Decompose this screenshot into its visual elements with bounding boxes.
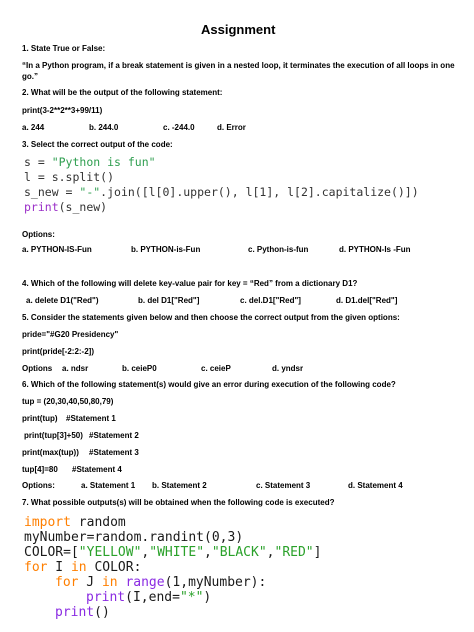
- question-6-line5-comment: #Statement 4: [72, 465, 122, 474]
- question-3-option-c: c. Python-is-fun: [248, 245, 309, 254]
- page-title: Assignment: [201, 22, 276, 37]
- code-line: print(): [55, 605, 110, 620]
- question-5-option-a: a. ndsr: [62, 364, 89, 373]
- question-6-option-a: a. Statement 1: [81, 481, 136, 490]
- question-6-line1-code: tup = (20,30,40,50,80,79): [22, 397, 114, 406]
- question-4-option-c: c. del.D1["Red"]: [240, 296, 301, 305]
- question-4-option-b: b. del D1["Red"]: [138, 296, 200, 305]
- question-6-option-b: b. Statement 2: [152, 481, 207, 490]
- question-6-options-label: Options:: [22, 481, 55, 490]
- question-3-code-block: [24, 155, 419, 215]
- code-line: for I in COLOR:: [24, 560, 142, 575]
- question-5-option-c: c. ceieP: [201, 364, 231, 373]
- question-4-option-d: d. D1.del["Red"]: [336, 296, 398, 305]
- code-line: for J in range(1,myNumber):: [55, 575, 267, 590]
- code-line: import random: [24, 515, 126, 530]
- question-5-heading: 5. Consider the statements given below and then choose the correct output from the given options:: [22, 313, 400, 322]
- question-6-heading: 6. Which of the following statement(s) would give an error during execution of the following code?: [22, 380, 396, 389]
- question-6-line3-code: print(tup[3]+50): [24, 431, 83, 440]
- question-6-option-d: d. Statement 4: [348, 481, 403, 490]
- question-1-text-line2: go.”: [22, 72, 38, 81]
- code-line: print(I,end="*"): [86, 590, 212, 605]
- question-2-option-d: d. Error: [217, 123, 246, 132]
- question-4-option-a: a. delete D1("Red"): [26, 296, 99, 305]
- question-6-option-c: c. Statement 3: [256, 481, 311, 490]
- question-5-line2: print(pride[-2:2:-2]): [22, 347, 94, 356]
- question-6-line4-code: print(max(tup)): [22, 448, 79, 457]
- question-3-option-d: d. PYTHON-Is -Fun: [339, 245, 411, 254]
- question-2-option-c: c. -244.0: [163, 123, 195, 132]
- code-line: l = s.split(): [24, 170, 115, 184]
- code-line: COLOR=["YELLOW","WHITE","BLACK","RED"]: [24, 545, 322, 560]
- question-2-option-b: b. 244.0: [89, 123, 119, 132]
- code-line: myNumber=random.randint(0,3): [24, 530, 244, 545]
- question-5-option-d: d. yndsr: [272, 364, 304, 373]
- question-2-option-a: a. 244: [22, 123, 45, 132]
- question-6-line2-comment: #Statement 1: [66, 414, 116, 423]
- question-2-heading: 2. What will be the output of the following statement:: [22, 88, 223, 97]
- question-5-line1: pride="#G20 Presidency": [22, 330, 119, 339]
- question-7-code-block: [24, 515, 321, 620]
- question-3-option-a: a. PYTHON-IS-Fun: [22, 245, 92, 254]
- question-5-option-b: b. ceieP0: [122, 364, 157, 373]
- question-6-line4-comment: #Statement 3: [89, 448, 139, 457]
- question-4-heading: 4. Which of the following will delete key-value pair for key = “Red” from a dictionary D1?: [22, 279, 358, 288]
- question-1-heading: 1. State True or False:: [22, 44, 106, 53]
- question-5-options-label: Options: [22, 364, 53, 373]
- question-6-line2-code: print(tup): [22, 414, 58, 423]
- question-3-options-label: Options:: [22, 230, 55, 239]
- question-6-line3-comment: #Statement 2: [89, 431, 139, 440]
- question-6-line5-code: tup[4]=80: [22, 465, 58, 474]
- question-7-heading: 7. What possible outputs(s) will be obtained when the following code is executed?: [22, 498, 335, 507]
- question-2-expression: print(3-2**2**3+99/11): [22, 106, 103, 115]
- code-line: print(s_new): [24, 200, 108, 214]
- question-3-option-b: b. PYTHON-is-Fun: [131, 245, 201, 254]
- question-1-text-line1: “In a Python program, if a break statement is given in a nested loop, it terminates the execution of all loops in one: [22, 61, 455, 70]
- question-3-heading: 3. Select the correct output of the code:: [22, 140, 173, 149]
- code-line: s_new = "-".join([l[0].upper(), l[1], l[2].capitalize()]): [24, 185, 419, 199]
- code-line: s = "Python is fun": [24, 155, 156, 169]
